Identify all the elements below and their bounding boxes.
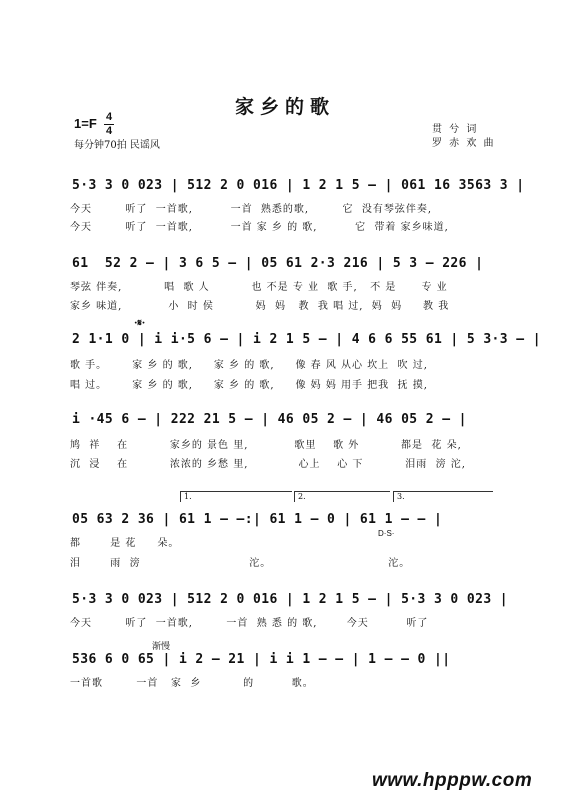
notation-line-2: 61 52 2 — | 3 6 5 — | 05 61 2·3 216 | 5 3 — 226 |: [72, 256, 484, 271]
notation-line-5: 05 63 2 36 | 61 1 — —:| 61 1 — 0 | 61 1 — — |: [72, 512, 443, 527]
lyric-line-3a: 歌 手。 家 乡 的 歌, 家 乡 的 歌, 像 春 风 从心 坎上 吹 过,: [70, 360, 428, 371]
notation-line-3: 2 1·1 0 | i i·5 6 — | i 2 1 5 — | 4 6 6 55 61 | 5 3·3 — |: [72, 332, 541, 347]
key-signature: 1=F: [74, 116, 97, 131]
lyric-line-1b: 今天 听了 一首歌, 一首 家 乡 的 歌, 它 带着 家乡味道,: [70, 222, 449, 233]
meter-top: 4: [105, 111, 113, 123]
dim-marking: 渐慢: [152, 642, 171, 652]
lyric-line-6: 今天 听了 一首歌, 一首 熟 悉 的 歌, 今天 听了: [70, 618, 429, 629]
notation-line-1: 5·3 3 0 023 | 512 2 0 016 | 1 2 1 5 — | 061 16 3563 3 |: [72, 178, 525, 193]
ds-marking: D·S·: [378, 529, 395, 538]
segno-mark: ·𝄋·: [134, 318, 146, 329]
lyric-line-2b: 家乡 味道, 小 时 侯 妈 妈 教 我 唱 过, 妈 妈 教 我: [70, 301, 450, 312]
lyric-line-4b: 沉 浸 在 浓浓的 乡愁 里, 心上 心 下 泪雨 滂 沱,: [70, 459, 466, 470]
notation-line-7: 536 6 0 65 | i 2 — 21 | i i 1 — — | 1 — — 0 ||: [72, 652, 451, 667]
song-title: 家乡的歌: [234, 96, 335, 118]
volta-bracket-3: 3.: [393, 491, 493, 502]
lyric-line-5a: 都 是 花 朵。: [70, 538, 180, 549]
meter-bottom: 4: [105, 125, 113, 137]
lyric-line-3b: 唱 过。 家 乡 的 歌, 家 乡 的 歌, 像 妈 妈 用手 把我 抚 摸,: [70, 380, 428, 391]
lyric-line-1a: 今天 听了 一首歌, 一首 熟悉的歌, 它 没有琴弦伴奏,: [70, 204, 433, 215]
lyric-line-2a: 琴弦 伴奏, 唱 歌 人 也 不是 专 业 歌 手, 不 是 专 业: [70, 282, 448, 293]
composer-credit: 罗 赤 欢 曲: [432, 138, 496, 149]
lyricist-credit: 贯 兮 词: [432, 124, 479, 135]
notation-line-6: 5·3 3 0 023 | 512 2 0 016 | 1 2 1 5 — | 5·3 3 0 023 |: [72, 592, 509, 607]
lyric-line-4a: 鸠 祥 在 家乡的 景色 里, 歌里 歌 外 都是 花 朵,: [70, 440, 462, 451]
lyric-line-7: 一首歌 一首 家 乡 的 歌。: [70, 678, 314, 689]
time-signature: [104, 112, 114, 137]
volta-bracket-1: 1.: [180, 491, 292, 502]
lyric-line-5b: 泪 雨 滂 沱。 沱。: [70, 558, 411, 569]
tempo-marking: 每分钟70拍 民谣风: [74, 140, 160, 151]
notation-line-4: i ·45 6 — | 222 21 5 — | 46 05 2 — | 46 05 2 — |: [72, 412, 467, 427]
watermark-url: www.hpppw.com: [372, 770, 533, 791]
volta-bracket-2: 2.: [294, 491, 390, 502]
